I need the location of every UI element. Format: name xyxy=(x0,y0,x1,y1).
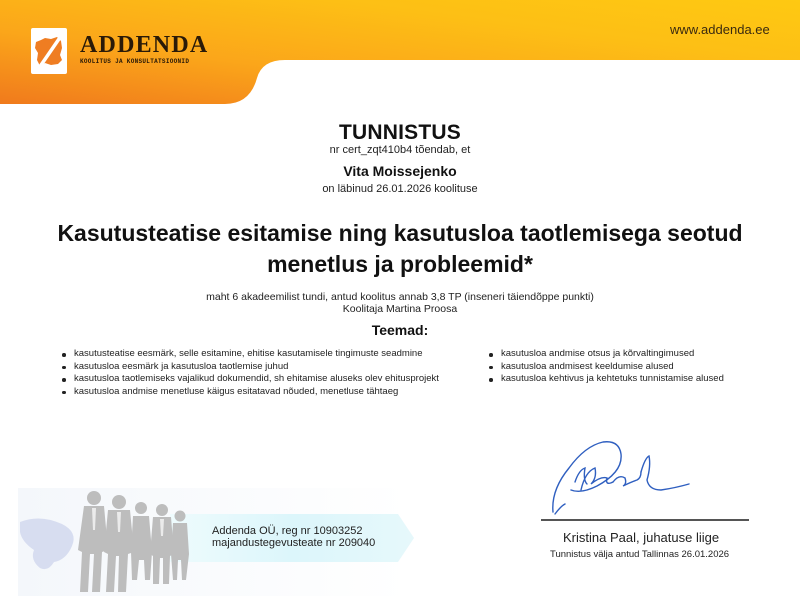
certificate-title: TUNNISTUS xyxy=(339,121,461,144)
topic-item: kasutusloa andmisest keeldumise alused xyxy=(485,361,724,374)
estonia-map-slash-icon xyxy=(31,28,67,74)
topics-list-right xyxy=(485,348,724,386)
company-license: majandustegevusteate nr 209040 xyxy=(212,537,376,549)
topics-heading: Teemad: xyxy=(371,322,429,338)
addenda-logo xyxy=(31,28,67,74)
signer-name: Kristina Paal, juhatuse liige xyxy=(563,530,720,545)
topic-item: kasutusloa andmise otsus ja kõrvaltingimused xyxy=(485,348,724,361)
topic-item: kasutusloa andmise menetluse käigus esitatavad nõuded, menetluse tähtaeg xyxy=(58,386,439,399)
recipient-name: Vita Moissejenko xyxy=(343,163,457,179)
brand-name: ADDENDA xyxy=(80,32,209,58)
topic-item: kasutusloa eesmärk ja kasutusloa taotlemise juhud xyxy=(58,361,439,374)
topics-list-left xyxy=(58,348,439,398)
brand-subtitle: KOOLITUS JA KONSULTATSIOONID xyxy=(80,58,190,65)
topic-item: kasutusloa kehtivus ja kehtetuks tunnistamise alused xyxy=(485,373,724,386)
course-title: Kasutusteatise esitamise ning kasutusloa taotlemisega seotud menetlus ja probleemid* xyxy=(57,220,743,277)
completion-date-line: on läbinud 26.01.2026 koolituse xyxy=(322,183,478,195)
signature-line xyxy=(541,519,749,521)
issued-line: Tunnistus välja antud Tallinnas 26.01.2026 xyxy=(550,549,730,560)
course-volume: maht 6 akadeemilist tundi, antud koolitus annab 3,8 TP (inseneri täiendõppe punkti) xyxy=(206,291,594,303)
signature xyxy=(545,432,705,522)
certificate-number: nr cert_zqt410b4 tõendab, et xyxy=(329,144,471,156)
topic-item: kasutusteatise eesmärk, selle esitamine, ehitise kasutamisele tingimuste seadmine xyxy=(58,348,439,361)
signature-scribble-icon xyxy=(545,432,705,522)
company-registration: Addenda OÜ, reg nr 10903252 xyxy=(212,525,363,537)
website-link[interactable]: www.addenda.ee xyxy=(670,22,770,37)
topic-item: kasutusloa taotlemiseks vajalikud dokumendid, sh ehitamise aluseks olev ehitusprojekt xyxy=(58,373,439,386)
trainer-name: Koolitaja Martina Proosa xyxy=(342,303,458,315)
